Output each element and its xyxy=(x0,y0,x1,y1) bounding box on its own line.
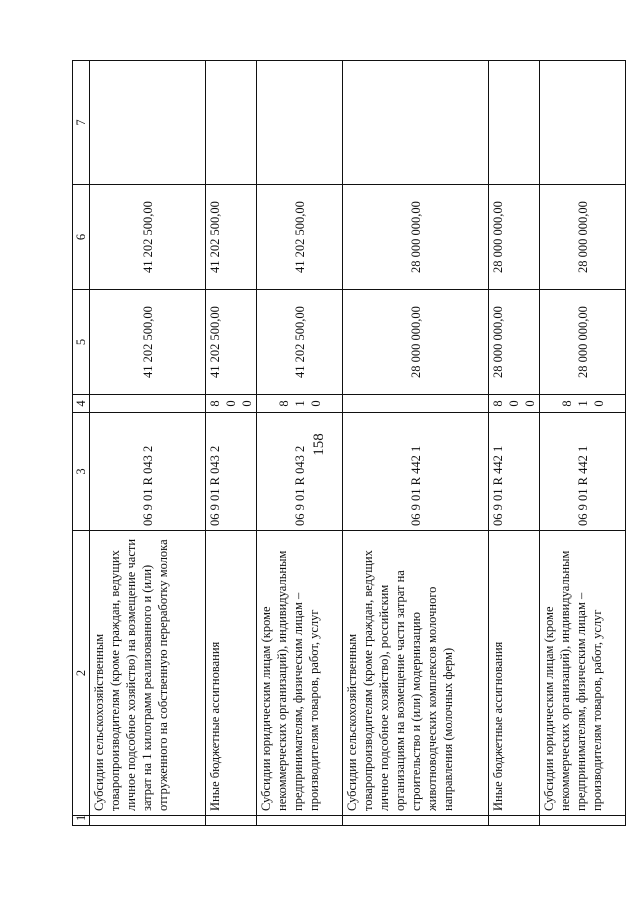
row-type xyxy=(90,395,206,413)
header-cell-3: 3 xyxy=(73,413,90,531)
row-value-7 xyxy=(90,61,206,185)
header-cell-1: 1 xyxy=(73,816,90,826)
row-blank-cell xyxy=(489,816,540,826)
row-type: 800 xyxy=(206,395,257,413)
row-name: Субсидии сельскохозяйственным товаропроизводителям (кроме граждан, ведущих личное подсобное хозяйство) на возмещение части затрат на 1 килограмм реализованного и (или) отгруженного на собственную переработку молока xyxy=(90,531,206,816)
row-value-7 xyxy=(257,61,343,185)
header-cell-5: 5 xyxy=(73,290,90,395)
row-code: 06 9 01 R 043 2 xyxy=(257,413,343,531)
row-value-5: 28 000 000,00 xyxy=(343,290,489,395)
row-type xyxy=(343,395,489,413)
budget-table xyxy=(72,60,626,826)
header-cell-4: 4 xyxy=(73,395,90,413)
header-cell-2: 2 xyxy=(73,531,90,816)
table-row xyxy=(540,61,626,826)
row-blank-cell xyxy=(540,816,626,826)
row-value-6: 41 202 500,00 xyxy=(90,185,206,290)
table-row xyxy=(257,61,343,826)
row-name: Субсидии сельскохозяйственным товаропроизводителям (кроме граждан, ведущих личное подсобное хозяйство), российским организациям на возмещение части затрат на строительство и (или) модернизацию животноводческих комплексов молочного направления (молочных ферм) xyxy=(343,531,489,816)
row-value-6: 28 000 000,00 xyxy=(540,185,626,290)
row-blank-cell xyxy=(343,816,489,826)
row-name: Субсидии юридическим лицам (кроме некоммерческих организаций), индивидуальным предпринимателям, физическим лицам – производителям товаров, работ, услуг xyxy=(540,531,626,816)
table-row xyxy=(206,61,257,826)
row-type: 810 xyxy=(540,395,626,413)
row-blank-cell xyxy=(257,816,343,826)
row-type: 800 xyxy=(489,395,540,413)
row-code: 06 9 01 R 043 2 xyxy=(90,413,206,531)
row-code: 06 9 01 R 442 1 xyxy=(489,413,540,531)
row-name: Иные бюджетные ассигнования xyxy=(489,531,540,816)
row-blank-cell xyxy=(206,816,257,826)
row-value-6: 41 202 500,00 xyxy=(206,185,257,290)
table-row xyxy=(90,61,206,826)
row-type: 810 xyxy=(257,395,343,413)
budget-table-wrapper xyxy=(72,61,640,826)
row-blank-cell xyxy=(90,816,206,826)
row-code: 06 9 01 R 442 1 xyxy=(343,413,489,531)
row-name: Иные бюджетные ассигнования xyxy=(206,531,257,816)
row-value-6: 28 000 000,00 xyxy=(489,185,540,290)
row-value-5: 41 202 500,00 xyxy=(257,290,343,395)
header-cell-6: 6 xyxy=(73,185,90,290)
row-value-5: 28 000 000,00 xyxy=(489,290,540,395)
page-number: 158 xyxy=(310,433,327,456)
table-row xyxy=(489,61,540,826)
row-value-6: 28 000 000,00 xyxy=(343,185,489,290)
row-value-7 xyxy=(343,61,489,185)
row-value-7 xyxy=(206,61,257,185)
row-value-6: 41 202 500,00 xyxy=(257,185,343,290)
row-name: Субсидии юридическим лицам (кроме некоммерческих организаций), индивидуальным предпринимателям, физическим лицам – производителям товаров, работ, услуг xyxy=(257,531,343,816)
row-value-5: 28 000 000,00 xyxy=(540,290,626,395)
row-code: 06 9 01 R 442 1 xyxy=(540,413,626,531)
header-row xyxy=(73,61,90,826)
row-code: 06 9 01 R 043 2 xyxy=(206,413,257,531)
header-cell-7: 7 xyxy=(73,61,90,185)
row-value-5: 41 202 500,00 xyxy=(90,290,206,395)
row-value-7 xyxy=(489,61,540,185)
row-value-7 xyxy=(540,61,626,185)
row-value-5: 41 202 500,00 xyxy=(206,290,257,395)
table-row xyxy=(343,61,489,826)
